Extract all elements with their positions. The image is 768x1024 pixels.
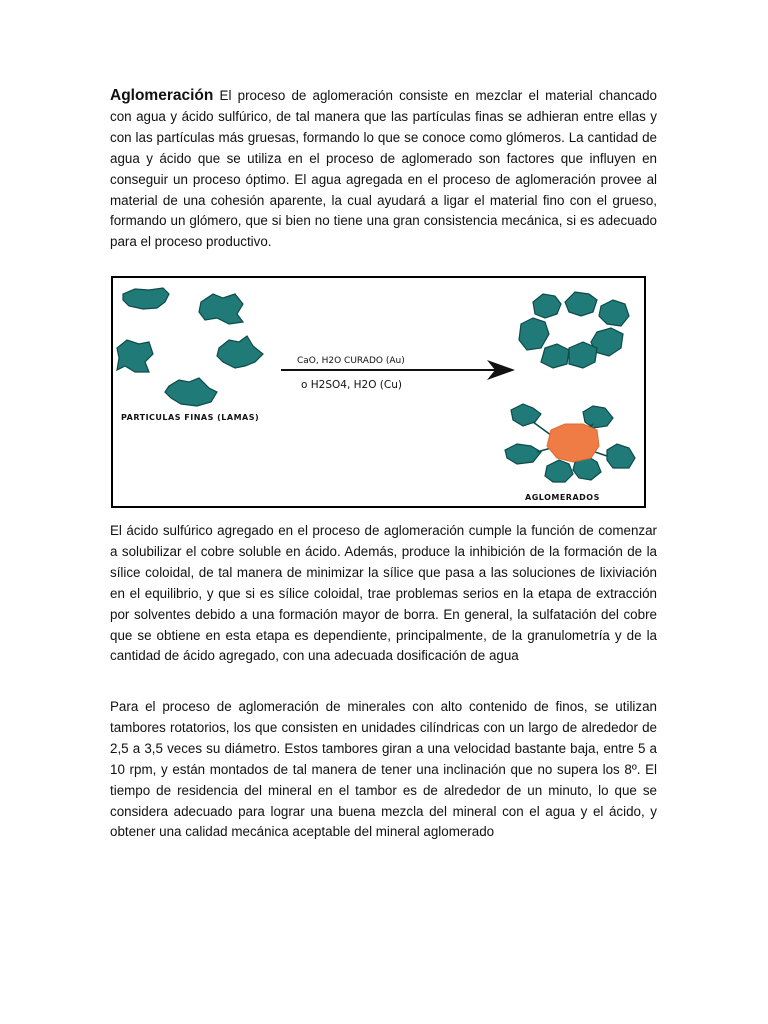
agglomerate-particle — [607, 444, 635, 468]
agglomerate-particle — [505, 444, 541, 464]
agglomerate-particle — [545, 460, 573, 482]
paragraph-sulfuric-acid: El ácido sulfúrico agregado en el proceso de aglomeración cumple la función de comenzar a solubilizar el cobre soluble en ácido. Además, produce la inhibición de la formación de la sílice coloidal, de tal manera de minimizar la sílice que pasa a las soluciones de lixiviación en el equilibrio, y que si es sílice coloidal, trae problemas serios en la etapa de extracción por solventes debido a una formación mayor de borra. En general, la sulfatación del cobre que se obtiene en esta etapa es dependiente, principalmente, de la granulometría y de la cantidad de ácido agregado, con una adecuada dosificación de agua — [110, 523, 657, 664]
agglomerate-particle — [583, 406, 613, 428]
fine-particle — [123, 288, 169, 309]
paragraph-aglomeracion — [110, 86, 657, 253]
ring-particle — [569, 342, 597, 368]
agglomeration-diagram — [111, 276, 646, 508]
fine-particle — [199, 294, 243, 324]
fine-particle — [217, 336, 263, 368]
coarse-particle-core — [547, 424, 599, 462]
ring-particle — [533, 294, 561, 318]
paragraph-1-text: El proceso de aglomeración consiste en mezclar el material chancado con agua y ácido sulfúrico, de tal manera que las partículas finas se adhieran entre ellas y con las partículas más gruesas, formando lo que se conoce como glómeros. La cantidad de agua y ácido que se utiliza en el proceso de aglomerado son factores que influyen en conseguir un proceso óptimo. El agua agregada en el proceso de aglomeración provee al material de una cohesión aparente, la cual ayudará a ligar el material fino con el grueso, formando un glómero, que si bien no tiene una gran consistencia mecánica, si es adecuado para el proceso productivo. — [110, 88, 657, 250]
agglomerates-label: AGLOMERADOS — [525, 493, 600, 502]
paragraph-rotary-drums: Para el proceso de aglomeración de minerales con alto contenido de finos, se utilizan tambores rotatorios, los que consisten en unidades cilíndricas con un largo de alrededor de 2,5 a 3,5 veces su diámetro. Estos tambores giran a una velocidad bastante baja, entre 5 a 10 rpm, y están montados de tal manera de tener una inclinación que no supera los 8º. El tiempo de residencia del mineral en el tambor es de alrededor de un minuto, lo que se considera adecuado para lograr una buena mezcla del mineral con el agua y el ácido, y obtener una calidad mecánica aceptable del mineral aglomerado — [110, 699, 657, 840]
section-heading: Aglomeración — [110, 87, 214, 104]
agglomerate-particle — [511, 404, 541, 426]
ring-particle — [519, 318, 549, 350]
fine-particle — [165, 378, 217, 406]
reagent-label-bottom: o H2SO4, H2O (Cu) — [301, 379, 402, 391]
diagram-drawing — [113, 278, 644, 506]
fine-particle — [117, 340, 153, 372]
ring-particle — [565, 292, 597, 316]
ring-particle — [599, 300, 629, 326]
ring-particle — [541, 344, 569, 368]
reagent-label-top: CaO, H2O CURADO (Au) — [297, 356, 405, 366]
fine-particles-label: PARTICULAS FINAS (LAMAS) — [121, 413, 260, 422]
